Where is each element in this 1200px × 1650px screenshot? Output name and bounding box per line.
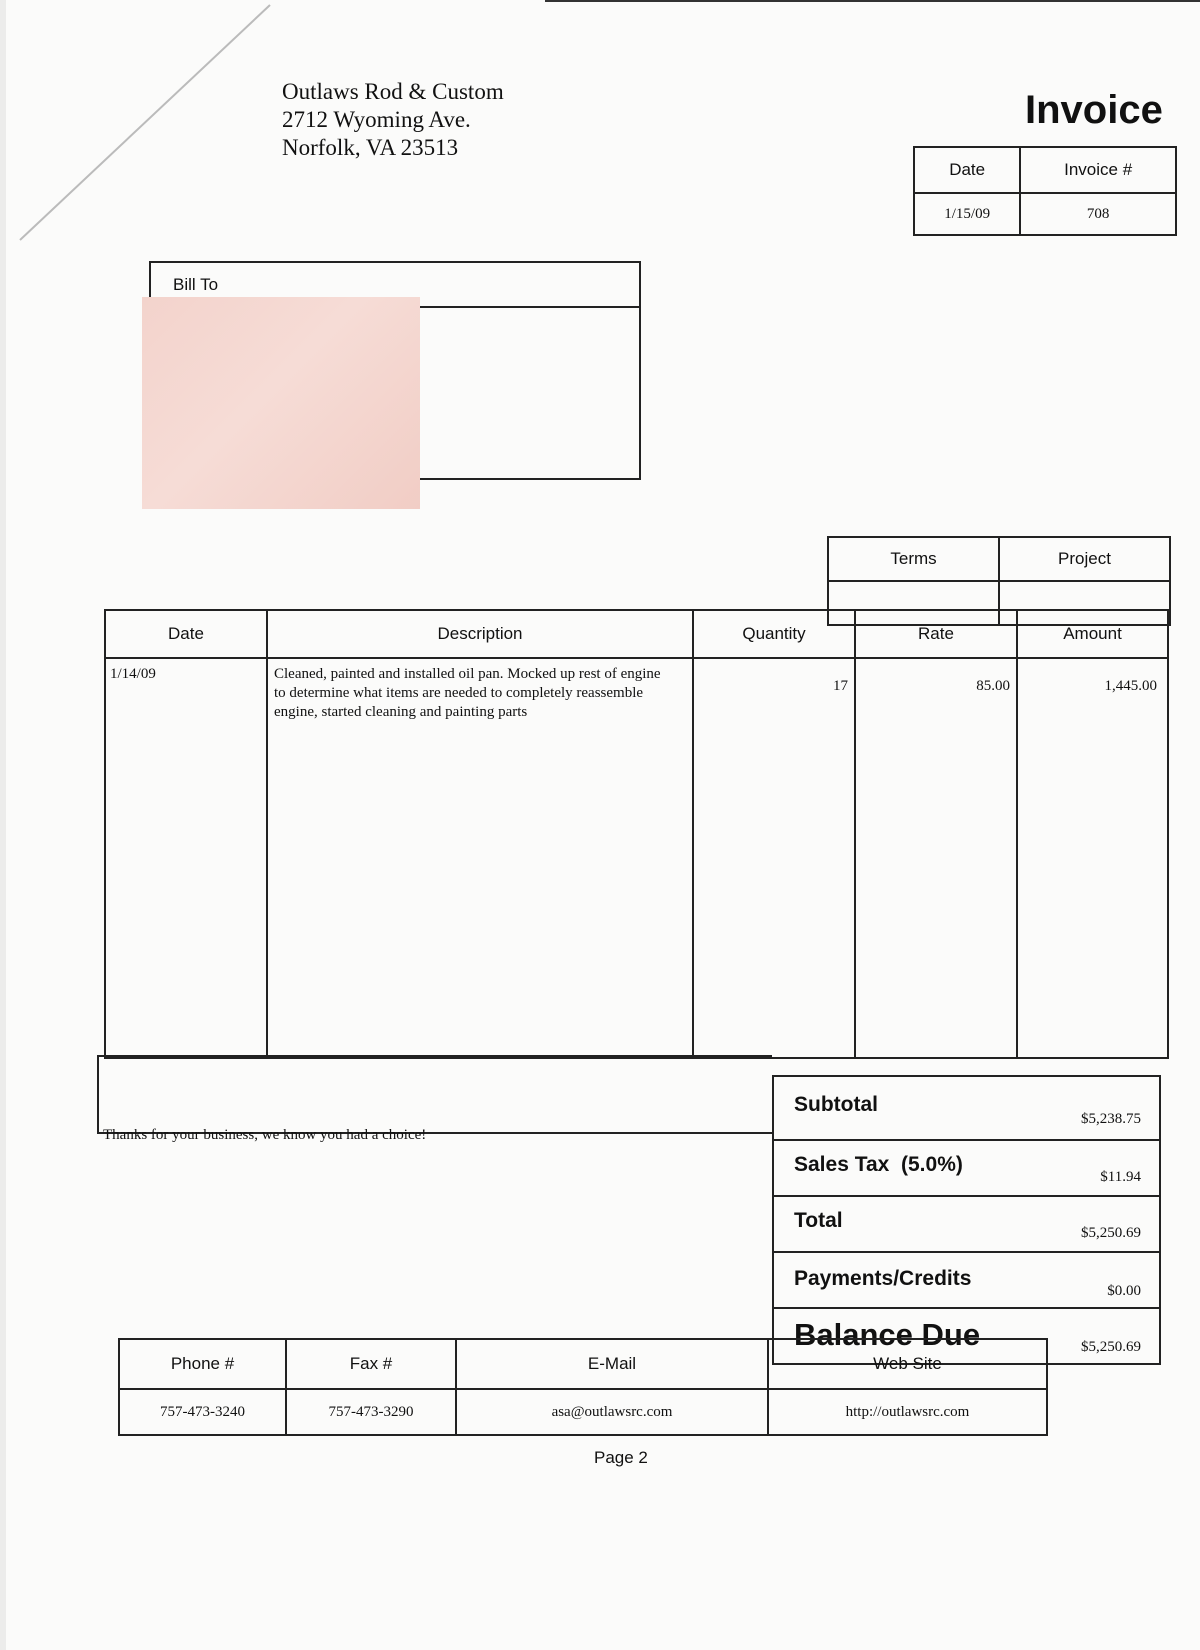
redaction-patch (142, 297, 420, 509)
invoice-header-box (913, 146, 1177, 236)
invoice-date: 1/15/09 (914, 193, 1020, 235)
folded-corner-shadow (0, 0, 280, 250)
item-rate-cell (855, 658, 1017, 1058)
terms-label: Terms (828, 537, 999, 581)
company-name: Outlaws Rod & Custom (282, 79, 504, 104)
company-city: Norfolk, VA 23513 (282, 135, 459, 160)
date-label: Date (914, 147, 1020, 193)
line-items-table (104, 609, 1169, 1059)
message-box (97, 1055, 772, 1134)
table-row (105, 658, 1168, 1058)
item-quantity: 17 (833, 678, 848, 694)
page-number: Page 2 (594, 1448, 648, 1467)
fax-value: 757-473-3290 (286, 1389, 456, 1435)
col-header-date: Date (105, 610, 267, 658)
payments-value: $0.00 (1107, 1283, 1141, 1299)
total-label: Total (794, 1209, 843, 1232)
subtotal-label: Subtotal (794, 1093, 878, 1116)
col-header-description: Description (267, 610, 693, 658)
sales-tax-value: $11.94 (1100, 1169, 1141, 1185)
subtotal-row (772, 1075, 1161, 1141)
thanks-message: Thanks for your business, we know you had a choice! (103, 1127, 427, 1143)
col-header-amount: Amount (1017, 610, 1168, 658)
company-address (282, 78, 504, 162)
item-date: 1/14/09 (110, 666, 156, 682)
payments-row (772, 1253, 1161, 1309)
sales-tax-row (772, 1141, 1161, 1197)
project-label: Project (999, 537, 1170, 581)
balance-due-value: $5,250.69 (1081, 1339, 1141, 1355)
item-rate: 85.00 (976, 678, 1010, 694)
subtotal-value: $5,238.75 (1081, 1111, 1141, 1127)
scan-top-edge-line (545, 0, 1200, 2)
item-amount-cell (1017, 658, 1168, 1058)
item-quantity-cell (693, 658, 855, 1058)
phone-label: Phone # (119, 1339, 286, 1389)
col-header-rate: Rate (855, 610, 1017, 658)
item-amount: 1,445.00 (1104, 678, 1157, 694)
contact-table (118, 1338, 1048, 1436)
line-items-header (105, 610, 1168, 658)
website-value: http://outlawsrc.com (768, 1389, 1047, 1435)
company-street: 2712 Wyoming Ave. (282, 107, 471, 132)
col-header-quantity: Quantity (693, 610, 855, 658)
total-value: $5,250.69 (1081, 1225, 1141, 1241)
item-description: Cleaned, painted and installed oil pan. Mocked up rest of engine to determine what items are needed to completely reassemble engine, started cleaning and painting parts (274, 666, 661, 720)
payments-label: Payments/Credits (794, 1267, 972, 1290)
invoice-title: Invoice (1025, 88, 1163, 132)
item-date-cell (105, 658, 267, 1058)
sales-tax-label: Sales Tax (5.0%) (794, 1153, 963, 1176)
website-label: Web Site (768, 1339, 1047, 1389)
invoice-number: 708 (1020, 193, 1176, 235)
bill-to-label: Bill To (151, 263, 639, 308)
email-label: E-Mail (456, 1339, 768, 1389)
email-value: asa@outlawsrc.com (456, 1389, 768, 1435)
balance-due-label: Balance Due (794, 1317, 981, 1352)
invoice-number-label: Invoice # (1020, 147, 1176, 193)
item-description-cell (267, 658, 693, 1058)
total-row (772, 1197, 1161, 1253)
phone-value: 757-473-3240 (119, 1389, 286, 1435)
fax-label: Fax # (286, 1339, 456, 1389)
